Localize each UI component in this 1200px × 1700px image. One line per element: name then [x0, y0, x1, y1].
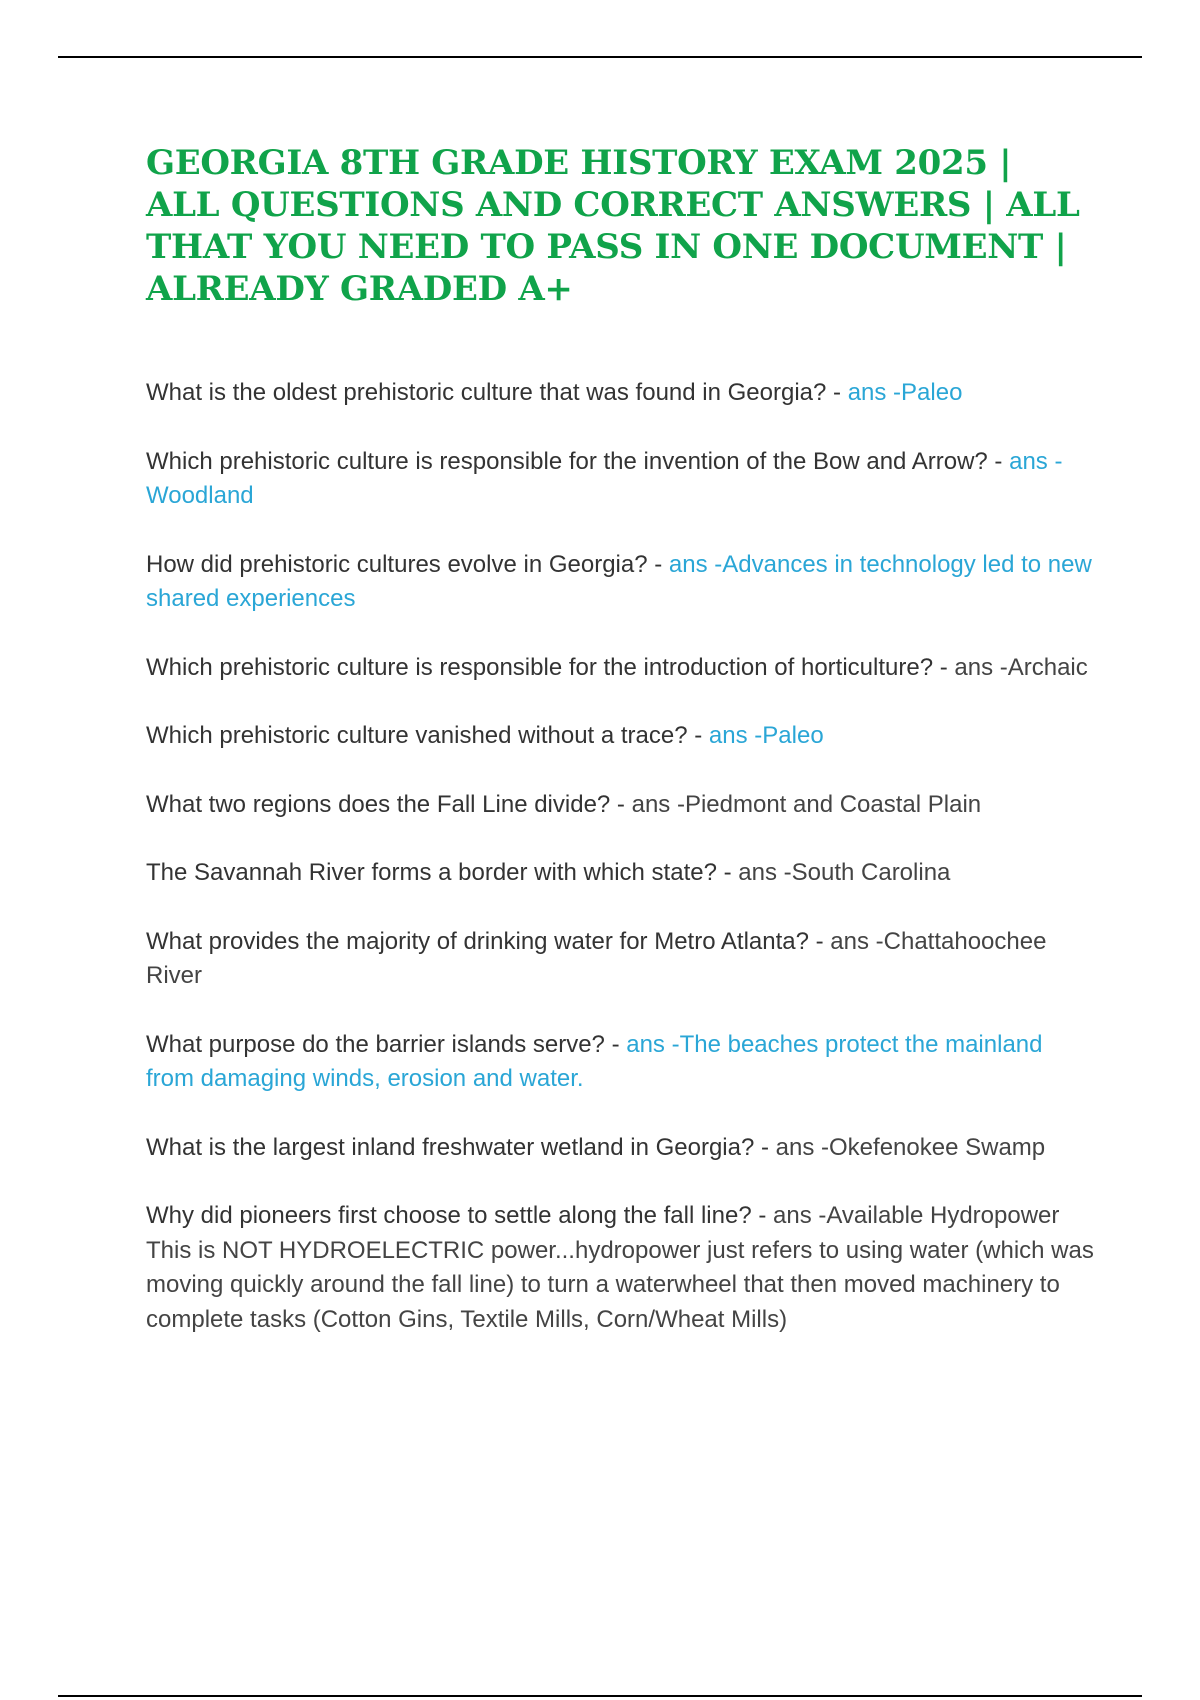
- qa-item: [146, 548, 1096, 617]
- answer-text: ans -Paleo: [847, 379, 963, 406]
- qa-item: [146, 925, 1096, 994]
- bottom-rule: [58, 1695, 1142, 1697]
- question-text: What is the oldest prehistoric culture that was found in Georgia? -: [146, 379, 848, 406]
- question-text: What is the largest inland freshwater wetland in Georgia? -: [146, 1133, 776, 1161]
- qa-item: [146, 1028, 1096, 1097]
- question-text: Which prehistoric culture is responsible for the invention of the Bow and Arrow? -: [146, 447, 1010, 475]
- qa-item: [146, 445, 1096, 514]
- qa-list: [146, 376, 1096, 1371]
- question-text: The Savannah River forms a border with which state? -: [146, 859, 739, 886]
- answer-text: ans -The beaches protect the mainland from damaging winds, erosion and water.: [146, 1030, 1043, 1092]
- answer-text: ans -South Carolina: [738, 859, 951, 886]
- answer-text: ans -Woodland: [146, 447, 1063, 509]
- document-title: GEORGIA 8TH GRADE HISTORY EXAM 2025 | ALL QUESTIONS AND CORRECT ANSWERS | ALL THAT YOU NEED TO PASS IN ONE DOCUMENT | ALREADY GRADED A+: [146, 143, 1080, 309]
- qa-item: [146, 1131, 1096, 1166]
- qa-item: [146, 651, 1096, 686]
- qa-item: [146, 376, 1096, 411]
- top-rule: [58, 56, 1142, 58]
- question-text: Which prehistoric culture is responsible for the introduction of horticulture? -: [146, 653, 955, 681]
- question-text: Which prehistoric culture vanished without a trace? -: [146, 722, 709, 749]
- answer-text: ans -Available Hydropower This is NOT HYDROELECTRIC power...hydropower just refers to using water (which was moving quickly around the fall line) to turn a waterwheel that then moved machinery to complete tasks (Cotton Gins, Textile Mills, Corn/Wheat Mills): [146, 1202, 1094, 1333]
- question-text: What provides the majority of drinking water for Metro Atlanta? -: [146, 927, 831, 955]
- answer-text: ans -Archaic: [954, 653, 1088, 681]
- qa-item: [146, 856, 1096, 891]
- question-text: How did prehistoric cultures evolve in Georgia? -: [146, 550, 669, 578]
- answer-text: ans -Chattahoochee River: [146, 927, 1047, 989]
- answer-text: ans -Okefenokee Swamp: [775, 1133, 1046, 1161]
- answer-text: ans -Advances in technology led to new shared experiences: [146, 550, 1092, 612]
- answer-text: ans -Paleo: [708, 722, 824, 749]
- answer-text: ans -Piedmont and Coastal Plain: [631, 790, 982, 818]
- question-text: What purpose do the barrier islands serve? -: [146, 1030, 627, 1058]
- qa-item: [146, 788, 1096, 823]
- qa-item: [146, 719, 1096, 754]
- question-text: Why did pioneers first choose to settle along the fall line? -: [146, 1202, 773, 1229]
- qa-item: [146, 1199, 1096, 1337]
- question-text: What two regions does the Fall Line divide? -: [146, 790, 632, 818]
